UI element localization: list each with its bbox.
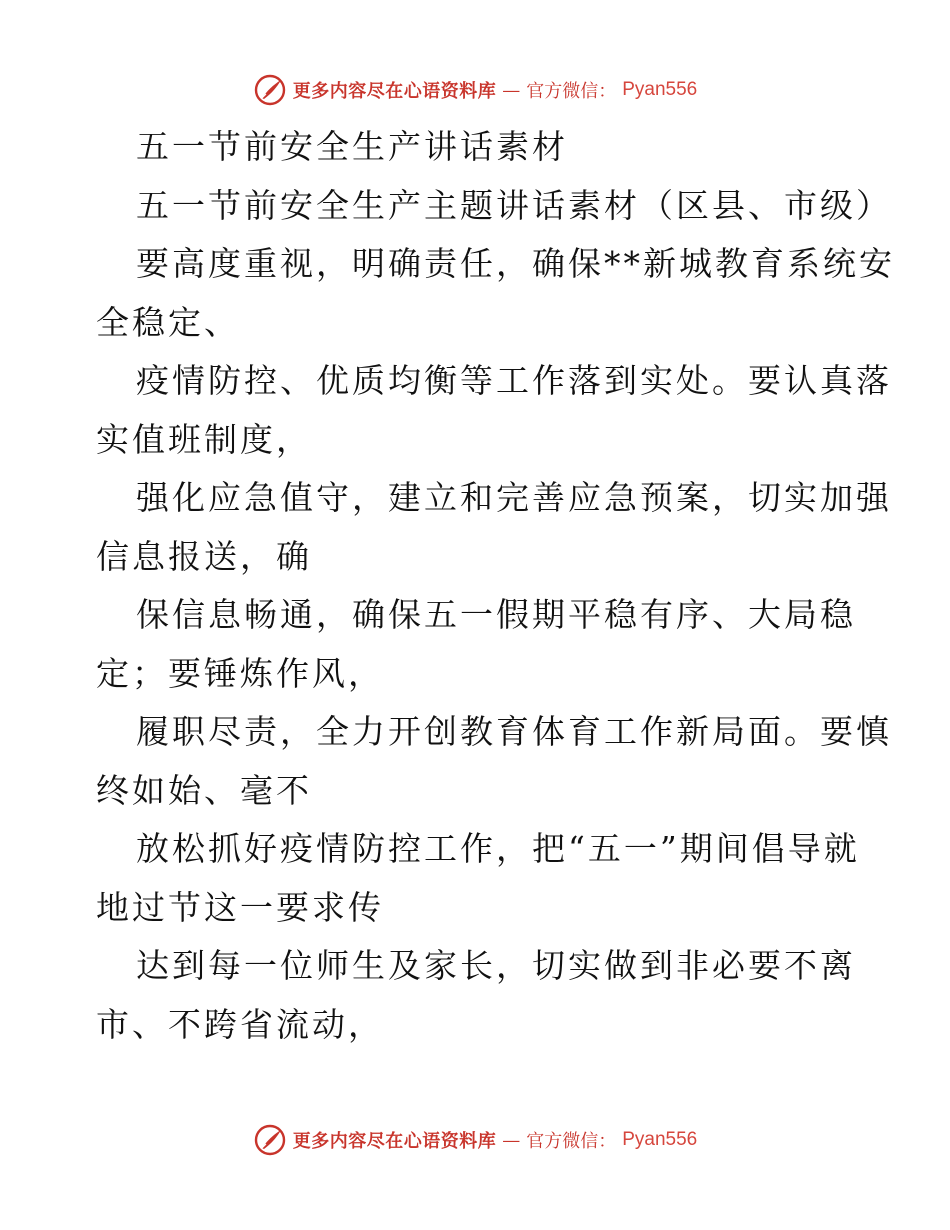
paragraph-line: 实值班制度， [96, 419, 312, 459]
paragraph-line: 达到每一位师生及家长，切实做到非必要不离 [136, 946, 856, 985]
banner-wechat-label: 官方微信： [526, 81, 617, 102]
paragraph-line: 疫情防控、优质均衡等工作落到实处。要认真落 [136, 361, 892, 400]
paragraph-line: 履职尽责，全力开创教育体育工作新局面。要慎 [136, 712, 892, 751]
paragraph-line: 保信息畅通，确保五一假期平稳有序、大局稳 [136, 595, 856, 634]
paragraph-line: 信息报送，确 [96, 536, 312, 576]
paragraph-line: 终如始、毫不 [96, 770, 312, 810]
document-body [96, 118, 895, 1054]
banner-wechat-label: 官方微信： [526, 1131, 617, 1152]
footer-banner [0, 1120, 950, 1160]
banner-wechat-id: Pyan556 [622, 1129, 698, 1150]
doc-subtitle: 五一节前安全生产主题讲话素材（区县、市级） [136, 185, 892, 225]
banner-main-text: 更多内容尽在心语资料库 [292, 1131, 497, 1152]
paragraph-line: 强化应急值守，建立和完善应急预案，切实加强 [136, 478, 892, 517]
quill-pen-logo-icon [253, 1123, 287, 1157]
banner-wechat-id: Pyan556 [622, 79, 698, 100]
quill-pen-logo-icon [253, 73, 287, 107]
banner-dash: — [502, 1129, 521, 1151]
paragraph-line: 地过节这一要求传 [96, 887, 384, 927]
doc-title: 五一节前安全生产讲话素材 [136, 127, 568, 166]
paragraph-line: 放松抓好疫情防控工作，把“五一”期间倡导就 [136, 829, 860, 868]
banner-main-text: 更多内容尽在心语资料库 [292, 81, 497, 102]
paragraph-line: 市、不跨省流动， [96, 1004, 384, 1044]
banner-dash: — [502, 79, 521, 101]
paragraph-line: 定；要锤炼作风， [96, 653, 384, 693]
header-banner [0, 70, 950, 110]
paragraph-line: 全稳定、 [96, 302, 240, 342]
paragraph-line: 要高度重视，明确责任，确保**新城教育系统安 [136, 244, 895, 283]
